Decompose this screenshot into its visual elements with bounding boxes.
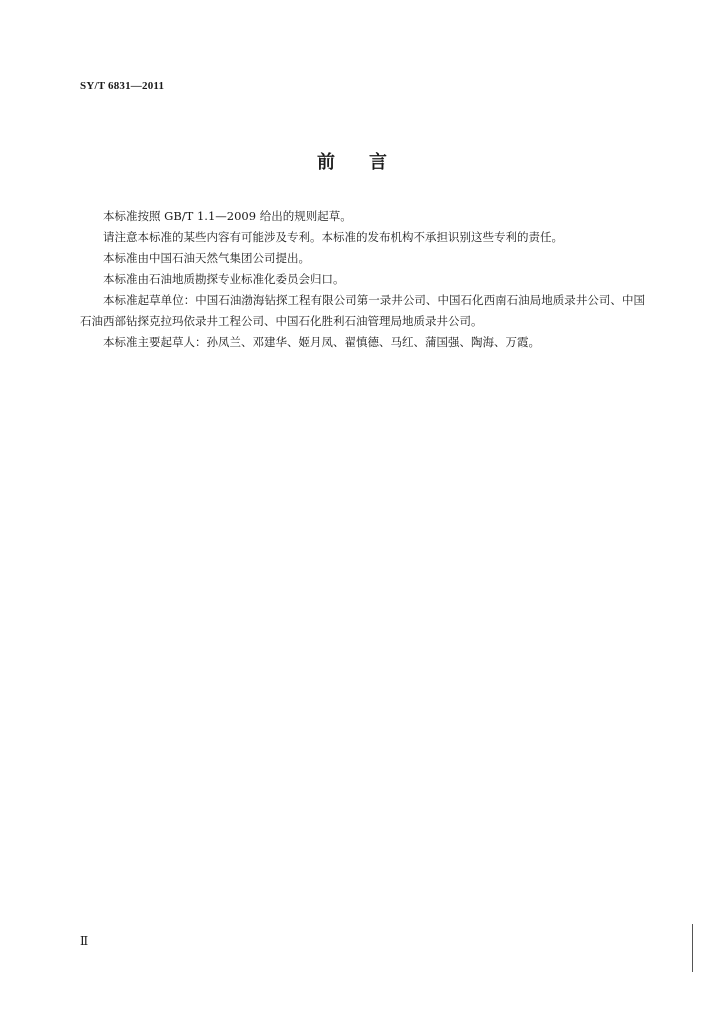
paragraph-committee: 本标准由石油地质勘探专业标准化委员会归口。 (103, 272, 345, 286)
paragraph-drafting-units: 本标准起草单位：中国石油渤海钻探工程有限公司第一录井公司、中国石化西南石油局地质录井公司、中国石油西部钻探克拉玛依录井工程公司、中国石化胜利石油管理局地质录井公司。 (80, 293, 645, 328)
page-title: 前言 (317, 152, 421, 173)
standard-code: SY/T 6831—2011 (80, 80, 165, 92)
paragraph-drafters: 本标准主要起草人：孙凤兰、邓建华、姬月凤、翟慎德、马红、蒲国强、陶海、万霞。 (103, 335, 540, 349)
paragraph-patent-notice: 请注意本标准的某些内容有可能涉及专利。本标准的发布机构不承担识别这些专利的责任。 (103, 230, 563, 244)
page-number: Ⅱ (80, 934, 89, 948)
paragraph-drafting-rules: 本标准按照 GB/T 1.1—2009 给出的规则起草。 (103, 209, 352, 223)
paragraph-proposer: 本标准由中国石油天然气集团公司提出。 (103, 251, 310, 265)
foreword-body (80, 206, 645, 353)
scan-edge-mark (692, 924, 693, 972)
